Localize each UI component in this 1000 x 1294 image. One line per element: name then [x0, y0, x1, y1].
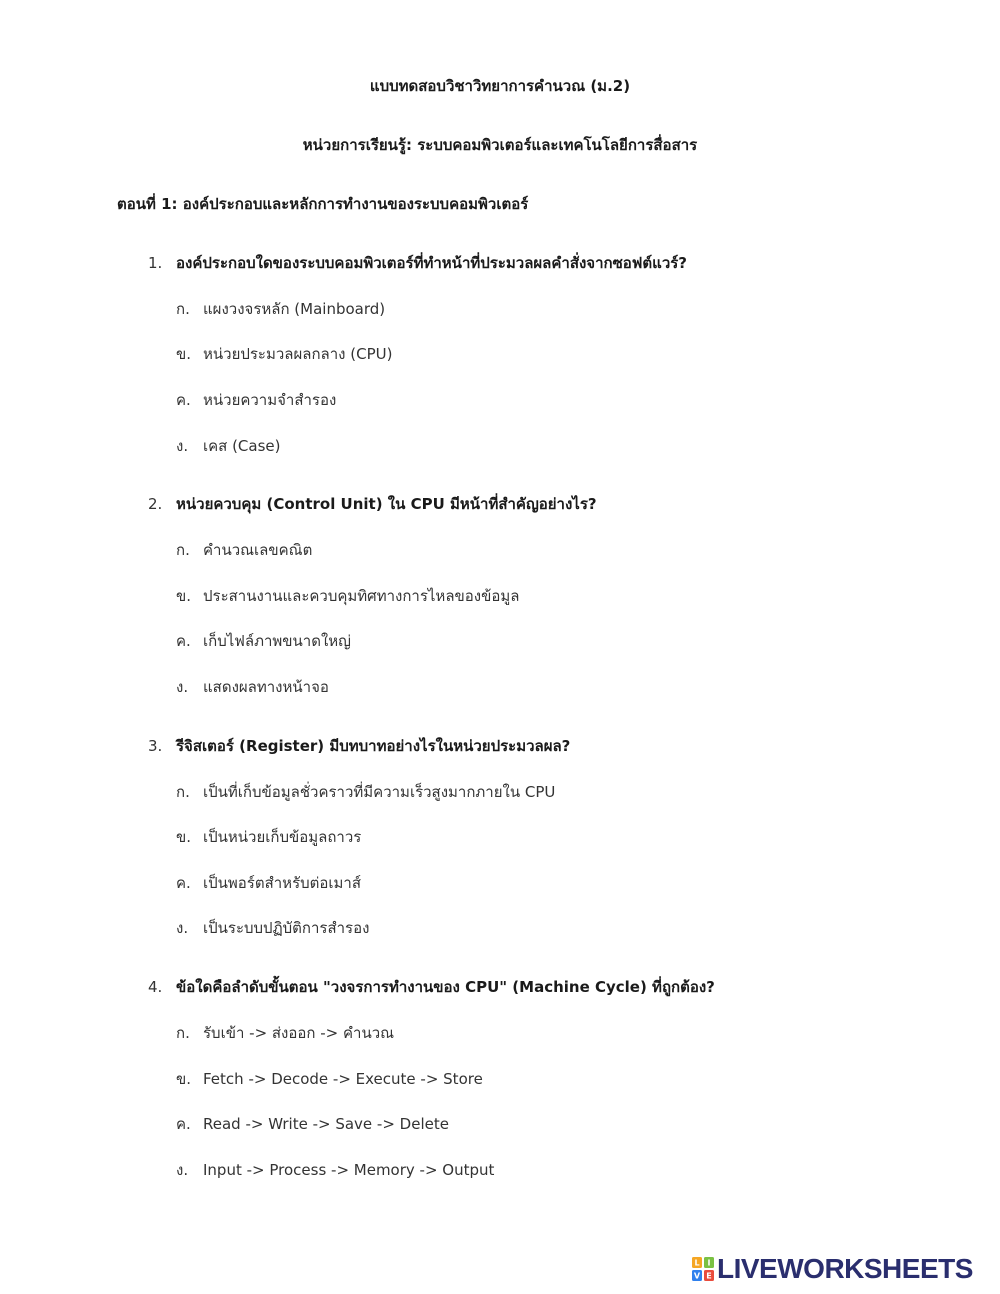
option-label: ก. [176, 783, 190, 801]
option-text: แสดงผลทางหน้าจอ [203, 678, 329, 696]
question-4 [148, 975, 715, 999]
question-1-option-b[interactable] [176, 342, 392, 366]
option-label: ง. [176, 437, 189, 455]
option-label: ค. [176, 1115, 191, 1133]
option-text: หน่วยประมวลผลกลาง (CPU) [203, 345, 393, 363]
option-text: Read -> Write -> Save -> Delete [203, 1115, 449, 1133]
option-label: ง. [176, 678, 189, 696]
question-3-option-a[interactable] [176, 780, 555, 804]
option-text: Input -> Process -> Memory -> Output [203, 1161, 495, 1179]
question-3-option-d[interactable] [176, 916, 369, 940]
option-text: ประสานงานและควบคุมทิศทางการไหลของข้อมูล [203, 587, 520, 605]
option-text: เคส (Case) [203, 437, 281, 455]
question-2-option-b[interactable] [176, 584, 519, 608]
brand-name: LIVEWORKSHEETS [717, 1253, 973, 1284]
question-1-option-d[interactable] [176, 434, 281, 458]
question-3-option-b[interactable] [176, 825, 361, 849]
question-number: 4. [148, 978, 163, 996]
option-label: ข. [176, 345, 192, 363]
live-letter-v: V [693, 1271, 701, 1281]
option-label: ข. [176, 828, 192, 846]
live-blocks-icon [692, 1257, 714, 1281]
question-text: หน่วยควบคุม (Control Unit) ใน CPU มีหน้าที่สำคัญอย่างไร? [176, 495, 597, 513]
option-label: ค. [176, 874, 191, 892]
option-text: หน่วยความจำสำรอง [203, 391, 337, 409]
question-1 [148, 251, 687, 275]
option-label: ข. [176, 1070, 192, 1088]
question-2 [148, 492, 597, 516]
question-2-option-d[interactable] [176, 675, 329, 699]
option-label: ง. [176, 1161, 189, 1179]
question-number: 3. [148, 737, 163, 755]
option-text: แผงวงจรหลัก (Mainboard) [203, 300, 386, 318]
option-label: ค. [176, 632, 191, 650]
live-letter-i: I [707, 1258, 711, 1268]
option-text: Fetch -> Decode -> Execute -> Store [203, 1070, 483, 1088]
question-4-option-c[interactable] [176, 1112, 449, 1136]
unit-title: หน่วยการเรียนรู้: ระบบคอมพิวเตอร์และเทคโนโลยีการสื่อสาร [302, 136, 698, 154]
question-1-option-a[interactable] [176, 297, 385, 321]
question-4-option-d[interactable] [176, 1158, 494, 1182]
section-heading: ตอนที่ 1: องค์ประกอบและหลักการทำงานของระบบคอมพิวเตอร์ [117, 195, 529, 213]
question-text: ข้อใดคือลำดับขั้นตอน "วงจรการทำงานของ CPU" (Machine Cycle) ที่ถูกต้อง? [176, 978, 715, 996]
option-text: รับเข้า -> ส่งออก -> คำนวณ [203, 1024, 395, 1042]
option-text: คำนวณเลขคณิต [203, 541, 313, 559]
option-label: ก. [176, 300, 190, 318]
option-text: เป็นที่เก็บข้อมูลชั่วคราวที่มีความเร็วสูงมากภายใน CPU [203, 783, 556, 801]
option-text: เป็นพอร์ตสำหรับต่อเมาส์ [203, 874, 361, 892]
question-4-option-b[interactable] [176, 1067, 483, 1091]
option-text: เก็บไฟล์ภาพขนาดใหญ่ [203, 632, 351, 650]
liveworksheets-logo[interactable] [692, 1254, 973, 1284]
option-label: ค. [176, 391, 191, 409]
page-title: แบบทดสอบวิชาวิทยาการคำนวณ (ม.2) [369, 77, 631, 95]
live-letter-l: L [694, 1258, 700, 1268]
question-2-option-a[interactable] [176, 538, 312, 562]
question-text: องค์ประกอบใดของระบบคอมพิวเตอร์ที่ทำหน้าที่ประมวลผลคำสั่งจากซอฟต์แวร์? [176, 254, 687, 272]
option-label: ง. [176, 919, 189, 937]
option-text: เป็นระบบปฏิบัติการสำรอง [203, 919, 370, 937]
option-label: ก. [176, 1024, 190, 1042]
option-label: ก. [176, 541, 190, 559]
question-3 [148, 734, 570, 758]
question-number: 2. [148, 495, 163, 513]
question-2-option-c[interactable] [176, 629, 351, 653]
question-text: รีจิสเตอร์ (Register) มีบทบาทอย่างไรในหน่วยประมวลผล? [176, 737, 571, 755]
question-number: 1. [148, 254, 163, 272]
question-3-option-c[interactable] [176, 871, 361, 895]
question-1-option-c[interactable] [176, 388, 336, 412]
option-text: เป็นหน่วยเก็บข้อมูลถาวร [203, 828, 362, 846]
question-4-option-a[interactable] [176, 1021, 394, 1045]
live-letter-e: E [706, 1271, 712, 1281]
option-label: ข. [176, 587, 192, 605]
